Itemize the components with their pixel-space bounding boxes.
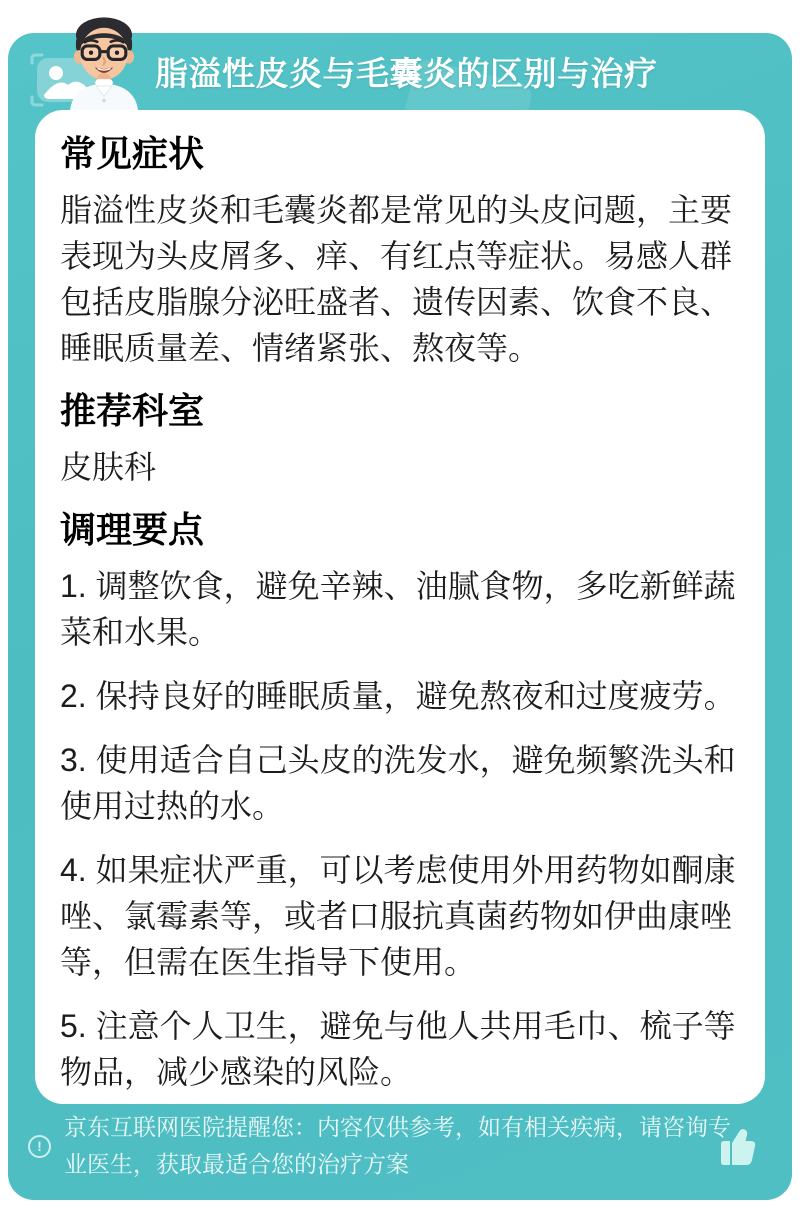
care-tip-3: 3. 使用适合自己头皮的洗发水，避免频繁洗头和使用过热的水。 [60,742,736,824]
care-tip-2: 2. 保持良好的睡眠质量，避免熬夜和过度疲劳。 [60,678,736,714]
section-heading-department: 推荐科室 [60,390,205,431]
section-heading-care-tips: 调理要点 [60,509,205,550]
care-tip-4: 4. 如果症状严重，可以考虑使用外用药物如酮康唑、氯霉素等，或者口服抗真菌药物如伊曲康唑等，但需在医生指导下使用。 [60,852,736,980]
header [8,33,792,110]
footer [8,1104,792,1200]
doctor-avatar [52,7,156,115]
care-tip-5: 5. 注意个人卫生，避免与他人共用毛巾、梳子等物品，减少感染的风险。 [60,1008,736,1090]
page-title: 脂溢性皮炎与毛囊炎的区别与治疗 [155,55,658,92]
content-card [35,110,765,1104]
care-tip-1: 1. 调整饮食，避免辛辣、油腻食物，多吃新鲜蔬菜和水果。 [60,568,736,650]
department-value: 皮肤科 [60,449,157,485]
answer-card-container [8,33,792,1200]
thumbs-up-icon[interactable] [718,1124,758,1168]
symptoms-paragraph: 脂溢性皮炎和毛囊炎都是常见的头皮问题，主要表现为头皮屑多、痒、有红点等症状。易感人群包括皮脂腺分泌旺盛者、遗传因素、饮食不良、睡眠质量差、情绪紧张、熬夜等。 [60,192,733,366]
info-icon [28,1135,51,1158]
section-heading-symptoms: 常见症状 [60,133,205,174]
disclaimer-text: 京东互联网医院提醒您：内容仅供参考，如有相关疾病，请咨询专业医生，获取最适合您的治疗方案 [64,1114,731,1177]
